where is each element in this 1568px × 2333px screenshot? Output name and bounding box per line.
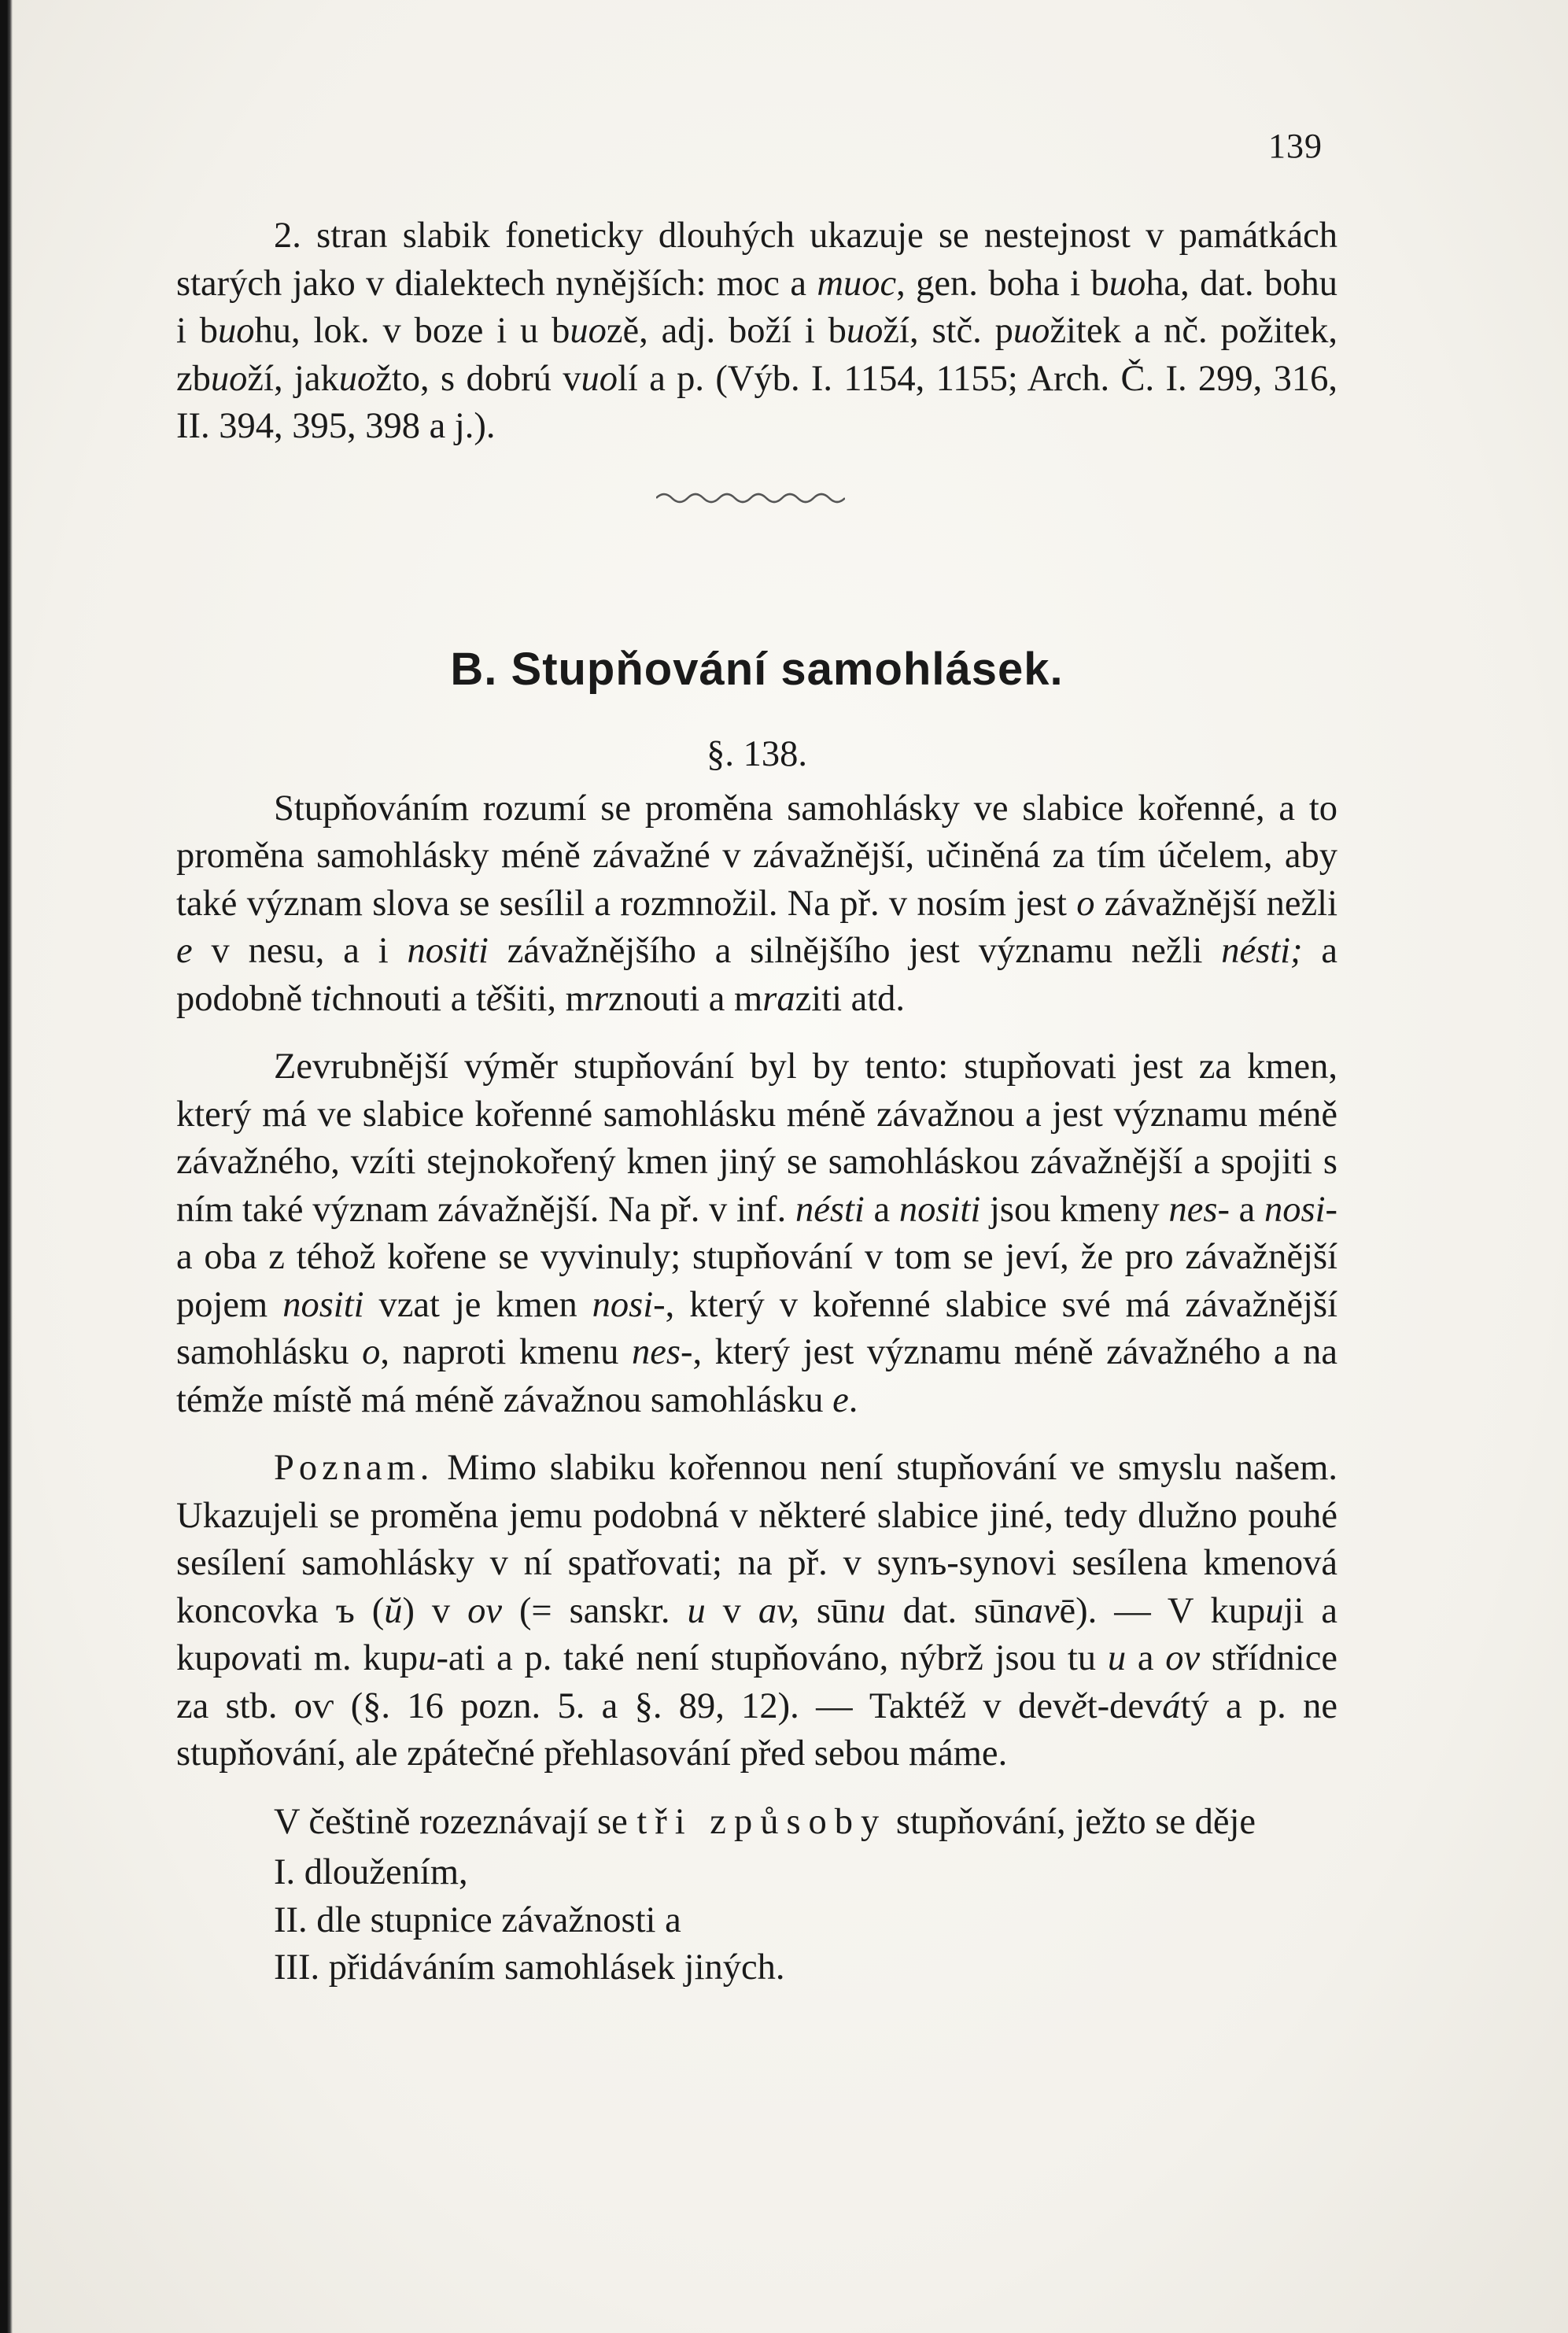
ornament-divider (176, 451, 1337, 561)
list-item: I. dloužením, (274, 1852, 468, 1892)
page-number: 139 (1268, 127, 1323, 165)
page-content (176, 212, 1337, 1992)
wavy-line-icon (656, 489, 845, 508)
list-item: II. dle stupnice závažnosti a (274, 1899, 681, 1940)
paragraph-definition: Stupňováním rozumí se proměna samohlásky ve slabice kořenné, a to proměna samohlásky méně závažné v závažnější, učiněná za tím účelem, aby také význam slova se sesílil a rozmnožil. Na př. v nosím jest o závažnější nežli e v nesu, a i nositi závažnějšího a silnějšího jest významu nežli nésti; a podobně tichnouti a těšiti, mrznouti a mraziti atd. (176, 788, 1337, 1019)
paragraph-intro: 2. stran slabik foneticky dlouhých ukazuje se nestejnost v památkách starých jako v dialektech nynějších: moc a muoc, gen. boha i buoha, dat. bohu i buohu, lok. v boze i u buozě, adj. boží i buoží, stč. puožitek a nč. požitek, zbuoží, jakuožto, s dobrú vuolí a p. (Výb. I. 1154, 1155; Arch. Č. I. 299, 316, II. 394, 395, 398 a j.). (176, 216, 1337, 446)
paragraph-detailed-definition: Zevrubnější výměr stupňování byl by tento: stupňovati jest za kmen, který má ve slabice kořenné samohlásku méně závažnou a jest významu méně závažného, vzíti stejnokořený kmen jiný se samohláskou závažnější a spojiti s ním také význam závažnější. Na př. v inf. nésti a nositi jsou kmeny nes- a nosi- a oba z téhož kořene se vyvinuly; stupňování v tom se jeví, že pro závažnější pojem nositi vzat je kmen nosi-, který v kořenné slabice své má závažnější samohlásku o, naproti kmenu nes-, který jest významu méně závažného a na témže místě má méně závažnou samohlásku e. (176, 1047, 1338, 1420)
section-heading: B. Stupňování samohlásek. (450, 643, 1064, 695)
book-spine-edge (0, 0, 13, 2333)
list-item: III. přidáváním samohlásek jiných. (274, 1947, 785, 1988)
paragraph-note: Poznam. Mimo slabiku kořennou není stupňování ve smyslu našem. Ukazujeli se proměna jemu podobná v některé slabice jiné, tedy dlužno pouhé sesílení samohlásky v ní spatřovati; na př. v synъ-synovi sesílena kmenová koncovka ъ (ŭ) v ov (= sanskr. u v av, sūnu dat. sūnavē). — V kupuji a kupovati m. kupu-ati a p. také není stupňováno, nýbrž jsou tu u a ov střídnice za stb. oѵ (§. 16 pozn. 5. a §. 89, 12). — Taktéž v devět-devátý a p. ne stupňování, ale zpátečné přehlasování před sebou máme. (176, 1448, 1337, 1774)
methods-list (176, 1849, 1337, 1992)
section-number: §. 138. (707, 734, 807, 774)
paragraph-three-ways: V češtině rozeznávají se tři způsoby stupňování, ježto se děje (274, 1801, 1256, 1842)
